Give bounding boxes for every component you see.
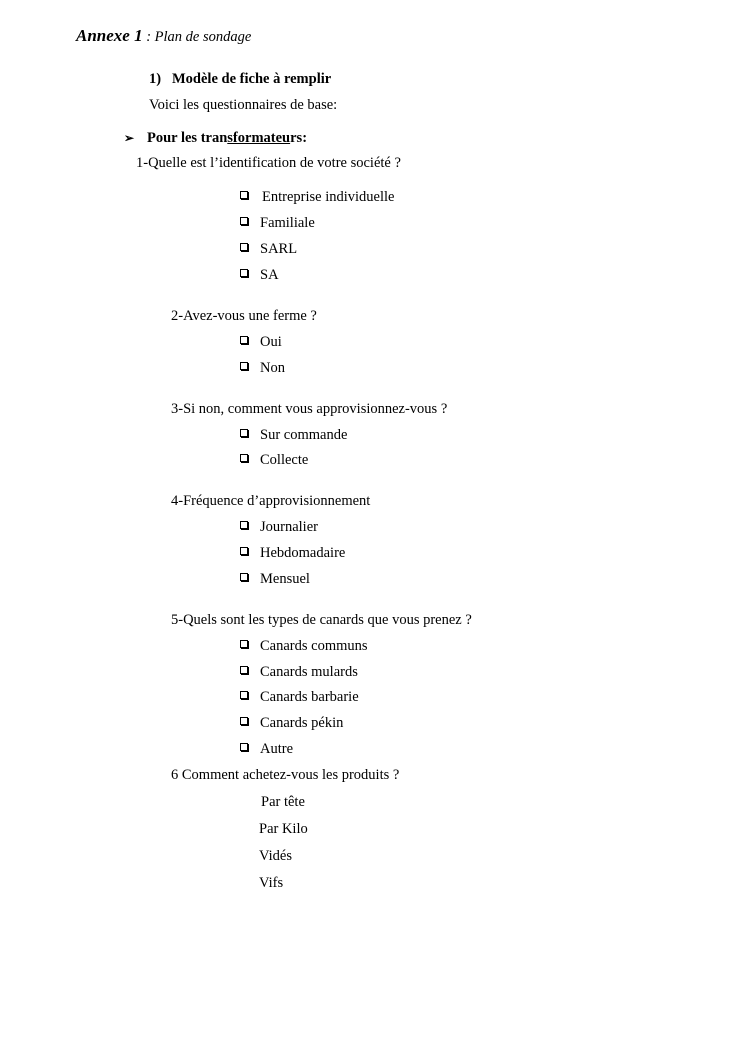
- option-label: Sur commande: [260, 427, 348, 443]
- group-heading-suffix: rs:: [290, 130, 308, 146]
- checkbox-option[interactable]: [240, 741, 293, 758]
- checkbox-icon[interactable]: [240, 717, 248, 725]
- checkbox-icon[interactable]: [240, 521, 248, 529]
- answer-option: Par tête: [261, 794, 305, 810]
- section-heading: [149, 71, 331, 88]
- option-label: Oui: [260, 334, 282, 350]
- option-label: Canards pékin: [260, 715, 344, 731]
- checkbox-option[interactable]: [240, 267, 279, 284]
- checkbox-icon[interactable]: [240, 336, 248, 344]
- checkbox-icon[interactable]: [240, 362, 248, 370]
- checkbox-icon[interactable]: [240, 547, 248, 555]
- section-intro: Voici les questionnaires de base:: [149, 97, 338, 113]
- checkbox-icon[interactable]: [240, 454, 248, 462]
- checkbox-option[interactable]: [240, 545, 345, 562]
- answer-option: Vidés: [259, 848, 292, 864]
- checkbox-option[interactable]: [240, 638, 368, 655]
- checkbox-option[interactable]: [240, 241, 297, 258]
- checkbox-icon[interactable]: [240, 243, 248, 251]
- option-label: Mensuel: [260, 571, 310, 587]
- question-2: 2-Avez-vous une ferme ?: [171, 308, 317, 324]
- option-label: Journalier: [260, 519, 318, 535]
- annex-header: [76, 26, 251, 46]
- group-heading: [124, 130, 307, 147]
- checkbox-icon[interactable]: [240, 429, 248, 437]
- section-title: Modèle de fiche à remplir: [172, 71, 332, 87]
- checkbox-option[interactable]: [240, 689, 359, 706]
- option-label: Collecte: [260, 452, 309, 468]
- question-1: 1-Quelle est l’identification de votre société ?: [136, 155, 401, 171]
- option-label: Canards communs: [260, 638, 368, 654]
- option-label: Autre: [260, 741, 294, 757]
- option-label: Canards barbarie: [260, 689, 359, 705]
- checkbox-option[interactable]: [240, 215, 315, 232]
- question-5: 5-Quels sont les types de canards que vous prenez ?: [171, 612, 472, 628]
- question-4: 4-Fréquence d’approvisionnement: [171, 493, 371, 509]
- checkbox-icon[interactable]: [240, 640, 248, 648]
- group-heading-prefix: Pour les tran: [147, 130, 228, 146]
- annex-subtitle: : Plan de sondage: [142, 29, 252, 45]
- option-label: Canards mulards: [260, 664, 358, 680]
- group-heading-underlined: sformateu: [227, 130, 291, 146]
- checkbox-option[interactable]: [240, 334, 282, 351]
- checkbox-icon[interactable]: [240, 269, 248, 277]
- option-label: Entreprise individuelle: [262, 189, 395, 205]
- option-label: Non: [260, 360, 285, 376]
- option-label: SARL: [260, 241, 298, 257]
- option-label: Familiale: [260, 215, 315, 231]
- option-label: Hebdomadaire: [260, 545, 346, 561]
- checkbox-option[interactable]: [240, 664, 358, 681]
- checkbox-icon[interactable]: [240, 191, 248, 199]
- annex-title: Annexe 1: [76, 26, 143, 45]
- checkbox-option[interactable]: [240, 715, 343, 732]
- checkbox-icon[interactable]: [240, 666, 248, 674]
- answer-option: Vifs: [259, 875, 284, 891]
- checkbox-icon[interactable]: [240, 743, 248, 751]
- checkbox-option[interactable]: [240, 452, 308, 469]
- arrow-bullet-icon: ➢: [124, 131, 135, 145]
- checkbox-option[interactable]: [240, 427, 347, 444]
- section-number: 1): [149, 71, 162, 87]
- checkbox-option[interactable]: [240, 519, 318, 536]
- checkbox-option[interactable]: [240, 360, 285, 377]
- checkbox-option[interactable]: [240, 571, 310, 588]
- checkbox-icon[interactable]: [240, 217, 248, 225]
- question-6: 6 Comment achetez-vous les produits ?: [171, 767, 400, 783]
- option-label: SA: [260, 267, 279, 283]
- answer-option: Par Kilo: [259, 821, 308, 837]
- checkbox-option[interactable]: [240, 189, 394, 206]
- question-3: 3-Si non, comment vous approvisionnez-vous ?: [171, 401, 448, 417]
- checkbox-icon[interactable]: [240, 573, 248, 581]
- checkbox-icon[interactable]: [240, 691, 248, 699]
